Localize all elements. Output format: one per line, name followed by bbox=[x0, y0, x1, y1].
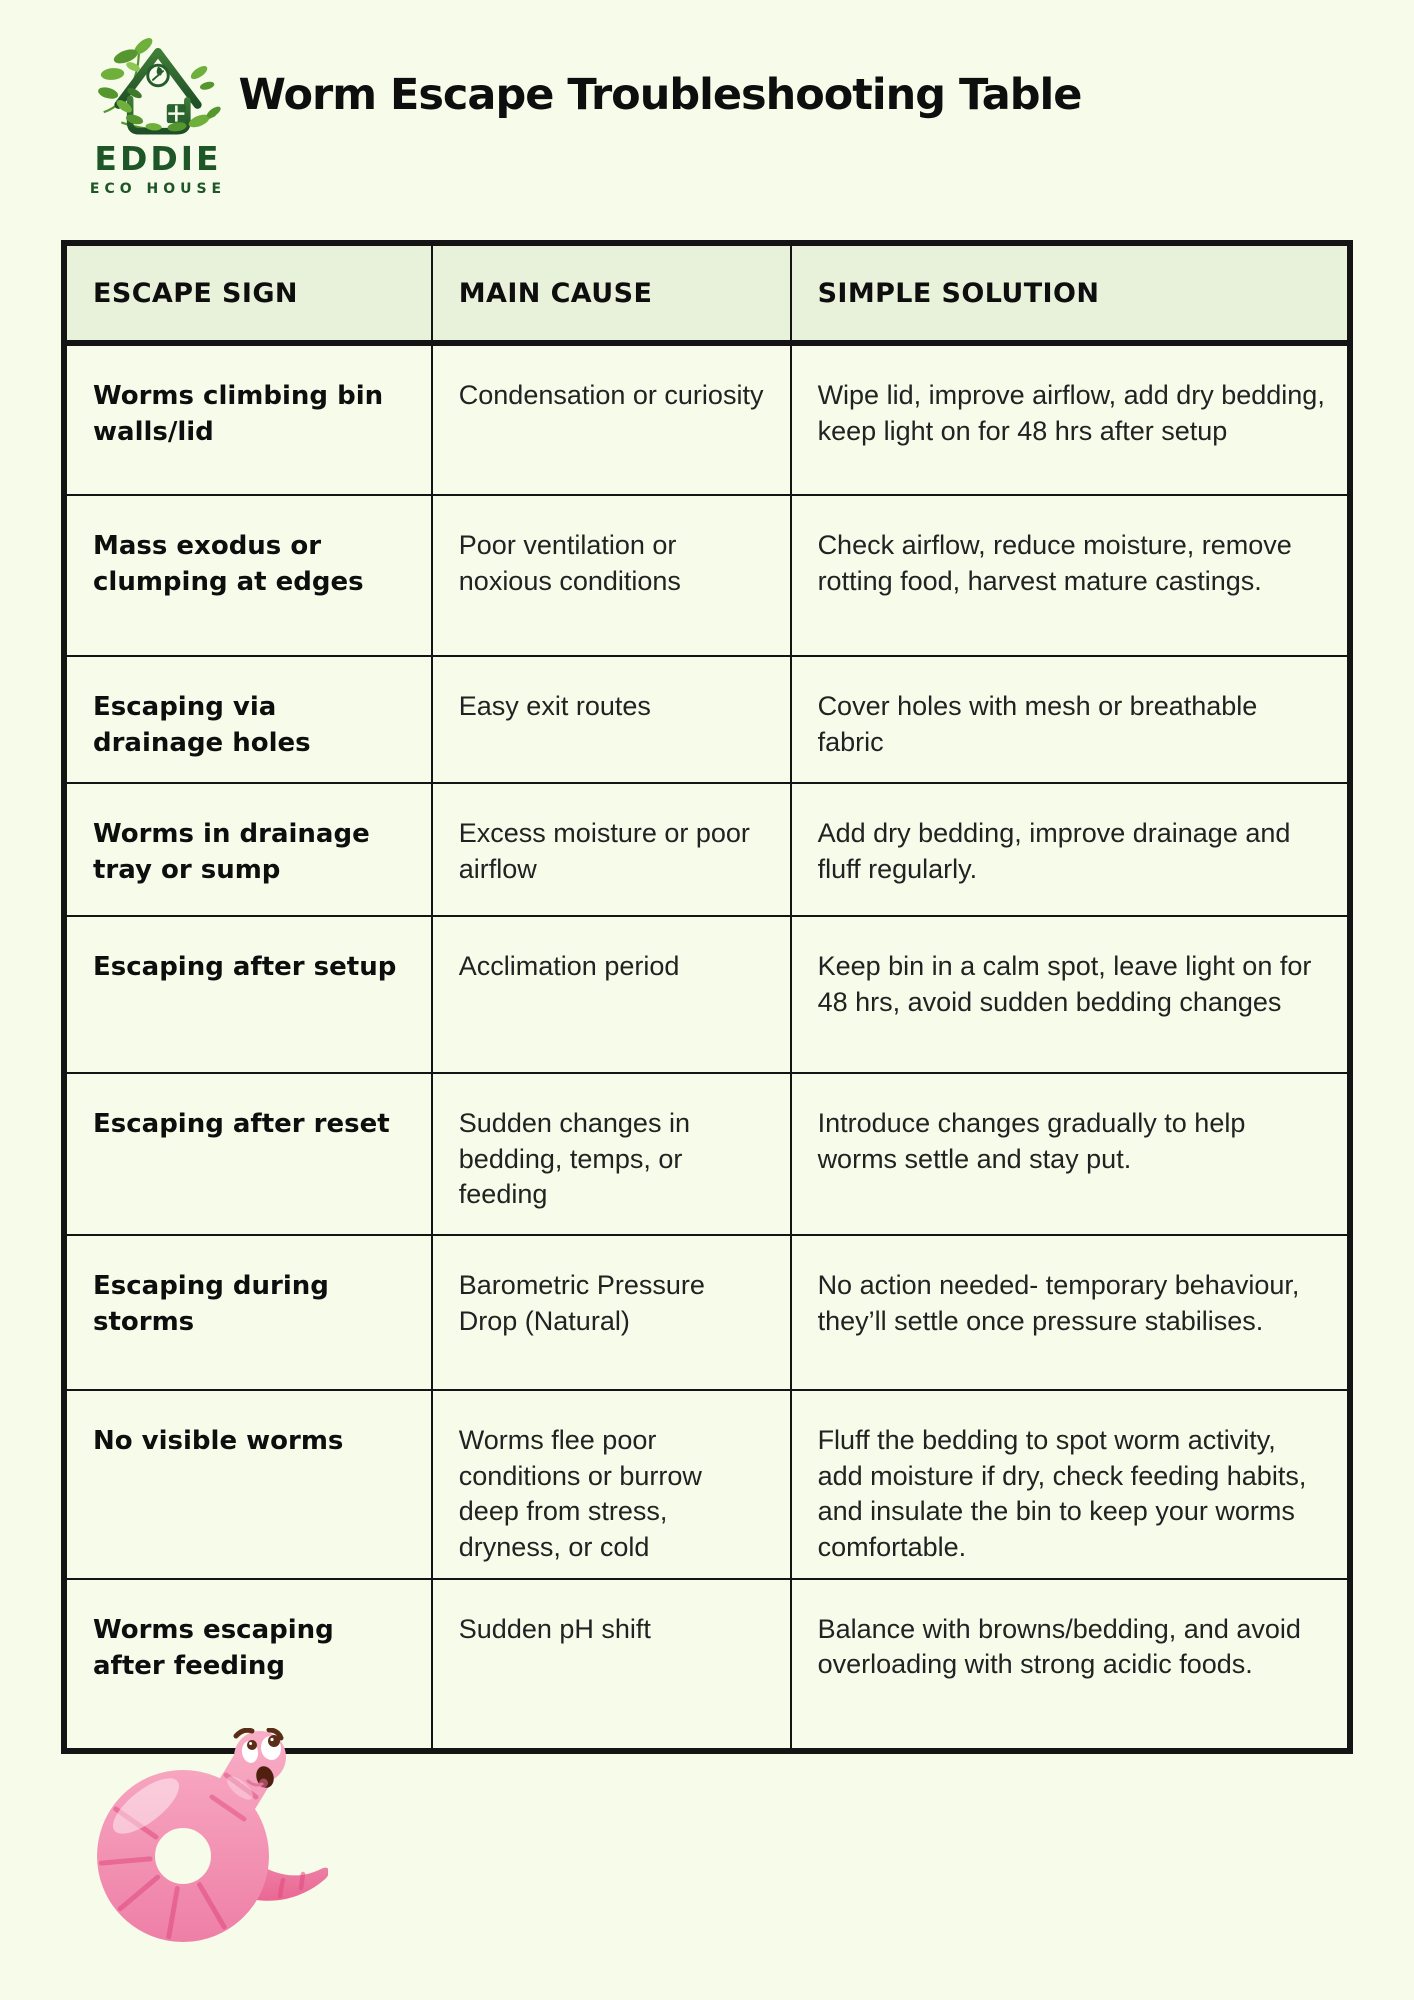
table-row bbox=[64, 1390, 1350, 1579]
table-row bbox=[64, 656, 1350, 783]
simple-solution-cell: No action needed- temporary behaviour, they’ll settle once pressure stabilises. bbox=[791, 1235, 1350, 1390]
table-row bbox=[64, 343, 1350, 495]
logo-name: EDDIE bbox=[94, 139, 222, 178]
escape-sign-cell: Escaping after reset bbox=[64, 1073, 432, 1235]
escape-sign-cell: Worms climbing bin walls/lid bbox=[64, 343, 432, 495]
main-cause-cell: Condensation or curiosity bbox=[432, 343, 791, 495]
troubleshooting-table bbox=[61, 240, 1353, 1754]
table-row bbox=[64, 916, 1350, 1073]
table-container bbox=[61, 240, 1353, 1754]
escape-sign-cell: Escaping during storms bbox=[64, 1235, 432, 1390]
column-header-escape-sign: ESCAPE SIGN bbox=[64, 243, 432, 343]
column-header-simple-solution: SIMPLE SOLUTION bbox=[791, 243, 1350, 343]
column-header-main-cause: MAIN CAUSE bbox=[432, 243, 791, 343]
main-cause-cell: Excess moisture or poor airflow bbox=[432, 783, 791, 916]
escape-sign-cell: Worms escaping after feeding bbox=[64, 1579, 432, 1751]
escape-sign-cell: Mass exodus or clumping at edges bbox=[64, 495, 432, 656]
main-cause-cell: Sudden pH shift bbox=[432, 1579, 791, 1751]
page-title: Worm Escape Troubleshooting Table bbox=[238, 70, 1082, 120]
main-cause-cell: Easy exit routes bbox=[432, 656, 791, 783]
main-cause-cell: Sudden changes in bedding, temps, or feeding bbox=[432, 1073, 791, 1235]
simple-solution-cell: Introduce changes gradually to help worms settle and stay put. bbox=[791, 1073, 1350, 1235]
table-row bbox=[64, 1235, 1350, 1390]
cartoon-worm-illustration bbox=[88, 1728, 328, 1943]
simple-solution-cell: Wipe lid, improve airflow, add dry bedding, keep light on for 48 hrs after setup bbox=[791, 343, 1350, 495]
table-row bbox=[64, 495, 1350, 656]
table-row bbox=[64, 1073, 1350, 1235]
escape-sign-cell: Escaping after setup bbox=[64, 916, 432, 1073]
table-row bbox=[64, 1579, 1350, 1751]
simple-solution-cell: Add dry bedding, improve drainage and fluff regularly. bbox=[791, 783, 1350, 916]
table-row bbox=[64, 783, 1350, 916]
main-cause-cell: Worms flee poor conditions or burrow deep from stress, dryness, or cold bbox=[432, 1390, 791, 1579]
simple-solution-cell: Check airflow, reduce moisture, remove rotting food, harvest mature castings. bbox=[791, 495, 1350, 656]
main-cause-cell: Acclimation period bbox=[432, 916, 791, 1073]
escape-sign-cell: Worms in drainage tray or sump bbox=[64, 783, 432, 916]
main-cause-cell: Barometric Pressure Drop (Natural) bbox=[432, 1235, 791, 1390]
table-body bbox=[64, 343, 1350, 1751]
main-cause-cell: Poor ventilation or noxious conditions bbox=[432, 495, 791, 656]
simple-solution-cell: Keep bin in a calm spot, leave light on for 48 hrs, avoid sudden bedding changes bbox=[791, 916, 1350, 1073]
simple-solution-cell: Fluff the bedding to spot worm activity, add moisture if dry, check feeding habits, and insulate the bin to keep your worms comfortable. bbox=[791, 1390, 1350, 1579]
table-header-row bbox=[64, 243, 1350, 343]
simple-solution-cell: Balance with browns/bedding, and avoid overloading with strong acidic foods. bbox=[791, 1579, 1350, 1751]
escape-sign-cell: No visible worms bbox=[64, 1390, 432, 1579]
simple-solution-cell: Cover holes with mesh or breathable fabric bbox=[791, 656, 1350, 783]
escape-sign-cell: Escaping via drainage holes bbox=[64, 656, 432, 783]
logo-subtitle: ECO HOUSE bbox=[89, 181, 227, 197]
